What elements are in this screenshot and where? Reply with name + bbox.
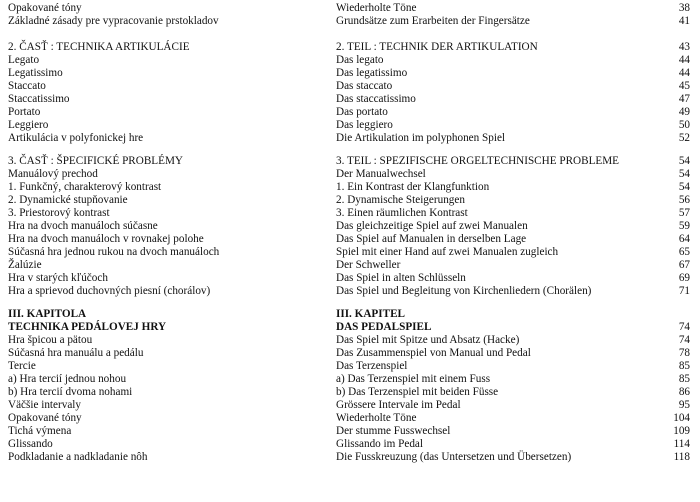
sk-section-2	[8, 41, 328, 145]
entry-title: Glissando im Pedal	[336, 438, 424, 450]
sk-section-4	[8, 308, 328, 464]
entry-title: Das Spiel und Begleitung von Kirchenliedern (Chorälen)	[336, 285, 592, 297]
entry-title: Wiederholte Töne	[336, 412, 417, 424]
page-number: 44	[678, 54, 690, 66]
toc-entry	[336, 119, 690, 132]
entry-title: Das leggiero	[336, 119, 393, 131]
toc-entry: Hra v starých kľúčoch	[8, 272, 108, 284]
toc-entry: Legatissimo	[8, 67, 63, 79]
entry-title: Das Terzenspiel	[336, 360, 408, 372]
entry-title: III. KAPITEL	[336, 308, 406, 320]
page-number: 114	[673, 438, 690, 450]
entry-title: Das legato	[336, 54, 384, 66]
toc-entry: 1. Funkčný, charakterový kontrast	[8, 181, 162, 193]
toc-entry: Žalúzie	[8, 259, 42, 271]
page-number: 59	[678, 220, 690, 232]
page-number: 109	[673, 425, 690, 437]
toc-entry: Hra špicou a pätou	[8, 334, 93, 346]
toc-entry: Opakované tóny	[8, 2, 82, 14]
page-number: 74	[678, 321, 690, 333]
entry-title: 2. TEIL : TECHNIK DER ARTIKULATION	[336, 41, 538, 53]
page-number: 54	[678, 181, 690, 193]
page-number: 50	[678, 119, 690, 131]
page-number: 85	[678, 373, 690, 385]
toc-entry: Glissando	[8, 438, 53, 450]
page-number: 56	[678, 194, 690, 206]
entry-title: Das Zusammenspiel von Manual und Pedal	[336, 347, 531, 359]
page-number: 41	[678, 15, 690, 27]
de-section-2	[336, 41, 690, 145]
page-number: 78	[678, 347, 690, 359]
chapter-heading: III. KAPITOLA	[8, 308, 87, 320]
de-section-1	[336, 2, 690, 28]
entry-title: Die Artikulation im polyphonen Spiel	[336, 132, 506, 144]
toc-entry	[336, 412, 690, 425]
page-number: 104	[673, 412, 690, 424]
toc-entry	[336, 132, 690, 145]
entry-title: Das legatissimo	[336, 67, 408, 79]
section-heading: 3. ČASŤ : ŠPECIFICKÉ PROBLÉMY	[8, 155, 183, 167]
entry-title: Der Manualwechsel	[336, 168, 426, 180]
slovak-toc-column	[8, 2, 328, 464]
toc-entry	[336, 15, 690, 28]
toc-entry	[336, 425, 690, 438]
toc-entry	[336, 80, 690, 93]
toc-entry: Artikulácia v polyfonickej hre	[8, 132, 144, 144]
page-number: 38	[678, 2, 690, 14]
page-number: 118	[673, 451, 690, 463]
toc-entry: b) Hra tercií dvoma nohami	[8, 386, 133, 398]
entry-title: Das Spiel in alten Schlüsseln	[336, 272, 466, 284]
toc-entry	[336, 360, 690, 373]
toc-entry	[336, 373, 690, 386]
entry-title: Das Spiel mit Spitze und Absatz (Hacke)	[336, 334, 520, 346]
toc-entry	[336, 386, 690, 399]
toc-entry: Súčasná hra jednou rukou na dvoch manuáloch	[8, 246, 220, 258]
page-number: 67	[678, 259, 690, 271]
toc-entry	[336, 194, 690, 207]
toc-entry	[336, 54, 690, 67]
toc-entry	[336, 2, 690, 15]
entry-title: a) Das Terzenspiel mit einem Fuss	[336, 373, 491, 385]
entry-title: DAS PEDALSPIEL	[336, 321, 432, 333]
sk-section-1	[8, 2, 328, 28]
toc-entry: Väčšie intervaly	[8, 399, 81, 411]
toc-entry	[336, 246, 690, 259]
toc-entry: Leggiero	[8, 119, 49, 131]
toc-entry: Portato	[8, 106, 41, 118]
section-heading	[336, 155, 690, 168]
page-number: 71	[678, 285, 690, 297]
page-number: 86	[678, 386, 690, 398]
entry-title: Grössere Intervale im Pedal	[336, 399, 461, 411]
entry-title: 2. Dynamische Steigerungen	[336, 194, 465, 206]
entry-title: Grundsätze zum Erarbeiten der Fingersätze	[336, 15, 530, 27]
toc-entry	[336, 285, 690, 298]
toc-entry	[336, 168, 690, 181]
entry-title: Spiel mit einer Hand auf zwei Manualen zugleich	[336, 246, 559, 258]
section-heading: 2. ČASŤ : TECHNIKA ARTIKULÁCIE	[8, 41, 190, 53]
page-number: 54	[678, 155, 690, 167]
toc-entry	[336, 451, 690, 464]
toc-entry	[336, 181, 690, 194]
entry-title: Die Fusskreuzung (das Untersetzen und Übersetzen)	[336, 451, 572, 463]
entry-title: Das gleichzeitige Spiel auf zwei Manualen	[336, 220, 528, 232]
toc-entry: Staccatissimo	[8, 93, 70, 105]
section-heading	[336, 41, 690, 54]
toc-entry: Podkladanie a nadkladanie nôh	[8, 451, 148, 463]
toc-entry	[336, 438, 690, 451]
page-number: 65	[678, 246, 690, 258]
toc-entry: Staccato	[8, 80, 46, 92]
page-number: 95	[678, 399, 690, 411]
entry-title: 3. Einen räumlichen Kontrast	[336, 207, 468, 219]
toc-entry	[336, 67, 690, 80]
toc-entry: a) Hra tercií jednou nohou	[8, 373, 127, 385]
de-section-4	[336, 308, 690, 464]
page-number: 49	[678, 106, 690, 118]
page-number: 47	[678, 93, 690, 105]
toc-entry	[336, 347, 690, 360]
page-number: 52	[678, 132, 690, 144]
page-number: 64	[678, 233, 690, 245]
page-number: 44	[678, 67, 690, 79]
page-number: 43	[678, 41, 690, 53]
toc-entry: Legato	[8, 54, 40, 66]
sk-section-3	[8, 155, 328, 298]
page-number: 69	[678, 272, 690, 284]
toc-entry	[336, 207, 690, 220]
page-number: 45	[678, 80, 690, 92]
toc-entry: 2. Dynamické stupňovanie	[8, 194, 128, 206]
toc-entry: Základné zásady pre vypracovanie prstokladov	[8, 15, 219, 27]
de-section-3	[336, 155, 690, 298]
toc-entry: Hra na dvoch manuáloch v rovnakej polohe	[8, 233, 204, 245]
german-toc-column	[336, 2, 690, 464]
toc-entry	[336, 106, 690, 119]
chapter-title: TECHNIKA PEDÁLOVEJ HRY	[8, 321, 167, 333]
entry-title: Das staccatissimo	[336, 93, 416, 105]
chapter-title	[336, 321, 690, 334]
entry-title: Das Spiel auf Manualen in derselben Lage	[336, 233, 527, 245]
toc-entry	[336, 93, 690, 106]
page-number: 54	[678, 168, 690, 180]
toc-entry: Manuálový prechod	[8, 168, 98, 180]
page-number: 57	[678, 207, 690, 219]
entry-title: Das staccato	[336, 80, 393, 92]
toc-entry	[336, 334, 690, 347]
chapter-heading	[336, 308, 690, 321]
toc-entry: Tercie	[8, 360, 36, 372]
entry-title: 1. Ein Kontrast der Klangfunktion	[336, 181, 490, 193]
entry-title: Das portato	[336, 106, 388, 118]
toc-entry: Hra na dvoch manuáloch súčasne	[8, 220, 158, 232]
entry-title: Der stumme Fusswechsel	[336, 425, 451, 437]
page-number: 74	[678, 334, 690, 346]
entry-title: b) Das Terzenspiel mit beiden Füsse	[336, 386, 499, 398]
toc-entry	[336, 259, 690, 272]
toc-entry: 3. Priestorový kontrast	[8, 207, 110, 219]
toc-entry: Opakované tóny	[8, 412, 82, 424]
entry-title: 3. TEIL : SPEZIFISCHE ORGELTECHNISCHE PROBLEME	[336, 155, 620, 167]
page-number: 85	[678, 360, 690, 372]
entry-title: Wiederholte Töne	[336, 2, 417, 14]
toc-entry: Hra a sprievod duchovných piesní (chorálov)	[8, 285, 211, 297]
toc-entry: Súčasná hra manuálu a pedálu	[8, 347, 144, 359]
toc-entry	[336, 272, 690, 285]
toc-entry: Tichá výmena	[8, 425, 72, 437]
toc-entry	[336, 220, 690, 233]
toc-entry	[336, 233, 690, 246]
toc-entry	[336, 399, 690, 412]
entry-title: Der Schweller	[336, 259, 401, 271]
